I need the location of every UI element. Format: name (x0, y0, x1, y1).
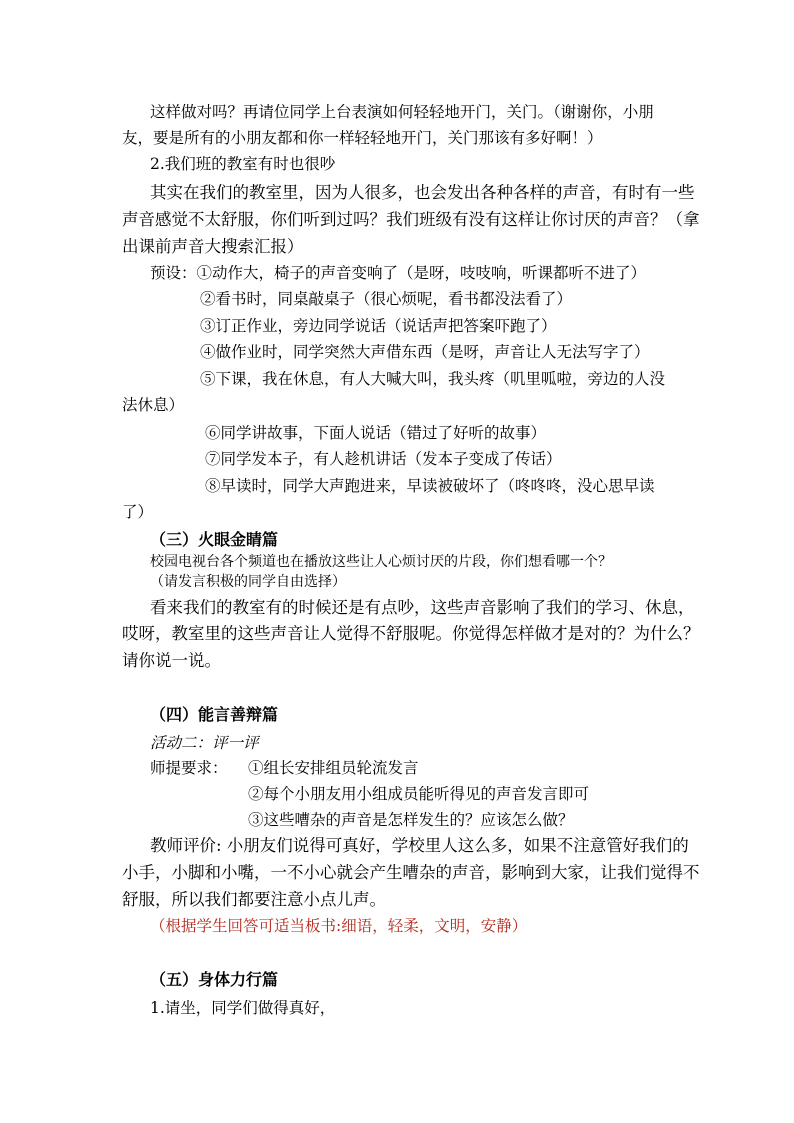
paragraph-line: 出课前声音大搜索汇报） (122, 237, 304, 256)
section-heading-4: （四）能言善辩篇 (150, 705, 279, 724)
paragraph-line: 1.请坐，同学们做得真好， (150, 999, 336, 1017)
list-item: ②看书时，同桌敲桌子（很心烦呢，看书都没法看了） (200, 290, 573, 308)
paragraph-line: 教师评价: 小朋友们说得可真好，学校里人这么多，如果不注意管好我们的 (150, 836, 689, 855)
section-heading-3: （三）火眼金睛篇 (150, 530, 279, 549)
section-heading-5: （五）身体力行篇 (150, 970, 279, 989)
paragraph-line: 哎呀，教室里的这些声音让人觉得不舒服呢。你觉得怎样做才是对的？为什么？ (122, 624, 700, 643)
section-subtitle: 2.我们班的教室有时也很吵 (150, 155, 336, 173)
paragraph-line: 友，要是所有的小朋友都和你一样轻轻地开门，关门那该有多好啊！） (122, 129, 603, 147)
list-item: ①组长安排组员轮流发言 (248, 759, 419, 777)
board-note: （根据学生回答可适当板书:细语，轻柔，文明，安静） (150, 917, 528, 935)
paragraph-line: （请发言积极的同学自由选择） (150, 574, 346, 590)
requirements-label: 师提要求： (150, 759, 228, 777)
list-item: ②每个小朋友用小组成员能听得见的声音发言即可 (248, 785, 590, 803)
paragraph-line: 舒服，所以我们都要注意小点儿声。 (122, 890, 386, 909)
list-item: ③这些嘈杂的声音是怎样发生的？应该怎么做？ (248, 811, 574, 829)
paragraph-line: 其实在我们的教室里，因为人很多，也会发出各种各样的声音，有时有一些 (150, 183, 695, 202)
paragraph-line: 这样做对吗？再请位同学上台表演如何轻轻地开门，关门。（谢谢你，小朋 (150, 103, 654, 121)
list-item: ⑦同学发本子，有人趁机讲话（发本子变成了传话） (205, 450, 562, 468)
list-item-continuation: 了） (122, 503, 154, 521)
paragraph-line: 校园电视台各个频道也在播放这些让人心烦讨厌的片段，你们想看哪一个？ (150, 554, 612, 570)
paragraph-line: 声音感觉不太舒服，你们听到过吗？我们班级有没有这样让你讨厌的声音？（拿 (122, 210, 700, 229)
list-item: ④做作业时，同学突然大声借东西（是呀，声音让人无法写字了） (200, 343, 650, 361)
list-item-continuation: 法休息） (122, 396, 185, 414)
paragraph-line: 请你说一说。 (122, 651, 221, 670)
list-item: ⑧早读时，同学大声跑进来，早读被破坏了（咚咚咚，没心思早读 (205, 477, 655, 495)
activity-label: 活动二：评一评 (150, 734, 259, 752)
list-item: ⑤下课，我在休息，有人大喊大叫，我头疼（叽里呱啦，旁边的人没 (200, 370, 666, 388)
paragraph-line: 小手，小脚和小嘴，一不小心就会产生嘈杂的声音，影响到大家，让我们觉得不 (122, 863, 700, 882)
list-item: ⑥同学讲故事，下面人说话（错过了好听的故事） (205, 424, 547, 442)
paragraph-line: 看来我们的教室有的时候还是有点吵，这些声音影响了我们的学习、休息， (150, 598, 695, 617)
list-item: 预设：①动作大，椅子的声音变响了（是呀，吱吱响，听课都听不进了） (150, 264, 647, 282)
list-item: ③订正作业，旁边同学说话（说话声把答案吓跑了） (200, 317, 557, 335)
